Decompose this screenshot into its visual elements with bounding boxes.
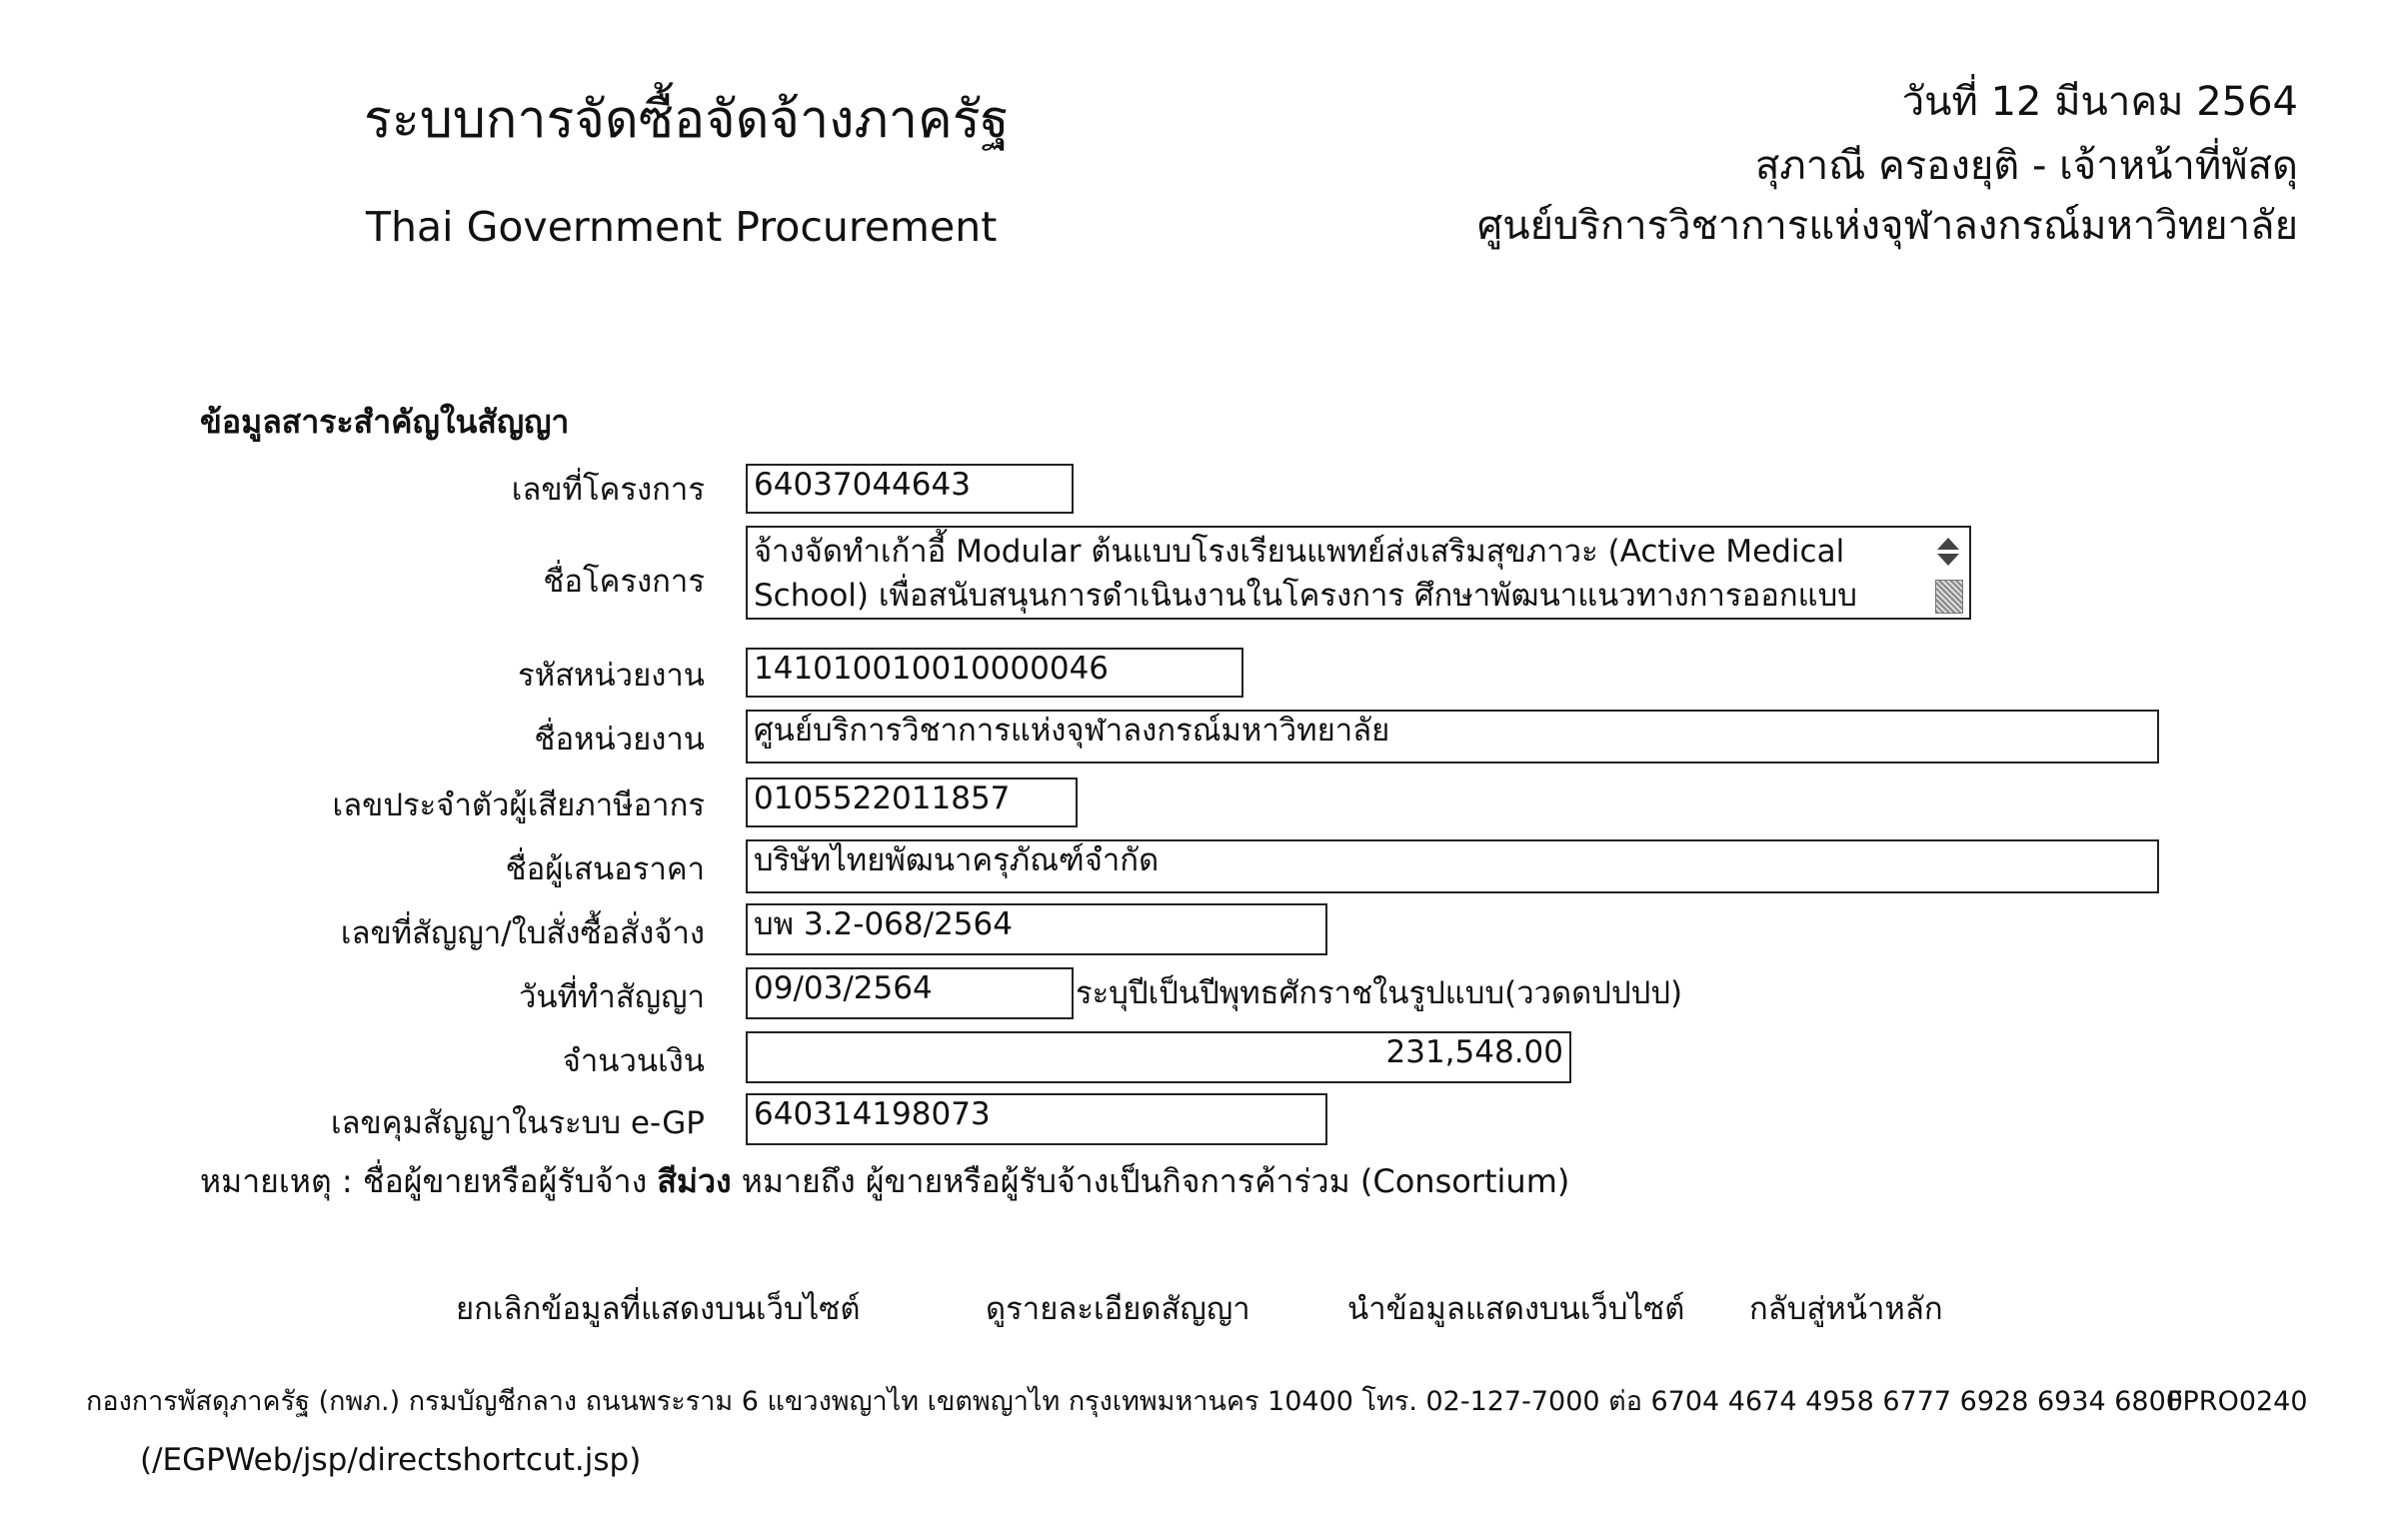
- amount-label: จำนวนเงิน: [562, 1043, 705, 1079]
- footer-address: กองการพัสดุภาครัฐ (กพภ.) กรมบัญชีกลาง ถนนพระราม 6 แขวงพญาไท เขตพญาไท กรุงเทพมหานคร 10400 โทร. 02-127-7000 ต่อ 6704 4674 4958 6777 6928 6934 6800: [86, 1386, 2183, 1417]
- publish-link[interactable]: นำข้อมูลแสดงบนเว็บไซต์: [1347, 1291, 1685, 1327]
- project-no-label: เลขที่โครงการ: [511, 472, 705, 508]
- dept-code-label: รหัสหน่วยงาน: [518, 658, 705, 694]
- scroll-up-icon[interactable]: [1937, 538, 1959, 550]
- bidder-name-label: ชื่อผู้เสนอราคา: [505, 851, 705, 887]
- egp-contract-no-field[interactable]: 640314198073: [746, 1093, 1327, 1145]
- project-name-text: จ้างจัดทำเก้าอี้ Modular ต้นแบบโรงเรียนแพทย์ส่งเสริมสุขภาวะ (Active Medical School) เพื่อสนับสนุนการดำเนินงานในโครงการ ศึกษาพัฒนาแนวทางการออกแบบ: [754, 534, 1857, 614]
- remark-note: [200, 1159, 1569, 1203]
- textarea-scrollbar[interactable]: [1931, 532, 1965, 614]
- project-name-label: ชื่อโครงการ: [543, 564, 705, 600]
- contract-no-label: เลขที่สัญญา/ใบสั่งซื้อสั่งจ้าง: [340, 915, 705, 951]
- tax-id-field[interactable]: 0105522011857: [746, 777, 1078, 827]
- dept-name-label: ชื่อหน่วยงาน: [534, 722, 705, 758]
- remark-suffix: หมายถึง ผู้ขายหรือผู้รับจ้างเป็นกิจการค้าร่วม (Consortium): [741, 1162, 1570, 1200]
- dept-name-field[interactable]: ศูนย์บริการวิชาการแห่งจุฬาลงกรณ์มหาวิทยาลัย: [746, 710, 2159, 764]
- date-format-hint: ระบุปีเป็นปีพุทธศักราชในรูปแบบ(ววดดปปปป): [1076, 975, 1683, 1011]
- tax-id-label: เลขประจำตัวผู้เสียภาษีอากร: [332, 787, 705, 823]
- egp-contract-no-label: เลขคุมสัญญาในระบบ e-GP: [330, 1105, 705, 1141]
- header-organization: ศูนย์บริการวิชาการแห่งจุฬาลงกรณ์มหาวิทยาลัย: [1476, 203, 2298, 249]
- project-name-textarea[interactable]: [746, 526, 1971, 620]
- remark-emphasis: สีม่วง: [657, 1162, 732, 1200]
- bidder-name-field[interactable]: บริษัทไทยพัฒนาครุภัณฑ์จำกัด: [746, 839, 2159, 893]
- back-home-link[interactable]: กลับสู่หน้าหลัก: [1749, 1291, 1943, 1327]
- amount-field[interactable]: 231,548.00: [746, 1031, 1571, 1083]
- contract-no-field[interactable]: บพ 3.2-068/2564: [746, 903, 1327, 955]
- dept-code-field[interactable]: 141010010010000046: [746, 648, 1243, 698]
- header-date: วันที่ 12 มีนาคม 2564: [1901, 79, 2298, 125]
- section-title: ข้อมูลสาระสำคัญในสัญญา: [200, 403, 570, 441]
- page-path: (/EGPWeb/jsp/directshortcut.jsp): [140, 1442, 642, 1478]
- header-user: สุภาณี ครองยุติ - เจ้าหน้าที่พัสดุ: [1754, 143, 2298, 189]
- system-title-english: Thai Government Procurement: [366, 203, 998, 251]
- cancel-display-link[interactable]: ยกเลิกข้อมูลที่แสดงบนเว็บไซต์: [456, 1291, 861, 1327]
- form-code: FPRO0240: [2167, 1386, 2308, 1417]
- scroll-down-icon[interactable]: [1937, 554, 1959, 566]
- contract-date-field[interactable]: 09/03/2564: [746, 967, 1074, 1019]
- project-no-field[interactable]: 64037044643: [746, 464, 1074, 514]
- system-title-thai: ระบบการจัดซื้อจัดจ้างภาครัฐ: [364, 90, 1010, 150]
- remark-prefix: หมายเหตุ : ชื่อผู้ขายหรือผู้รับจ้าง: [200, 1162, 648, 1200]
- scroll-thumb[interactable]: [1935, 580, 1963, 614]
- contract-date-label: วันที่ทำสัญญา: [518, 979, 705, 1015]
- view-details-link[interactable]: ดูรายละเอียดสัญญา: [986, 1291, 1250, 1327]
